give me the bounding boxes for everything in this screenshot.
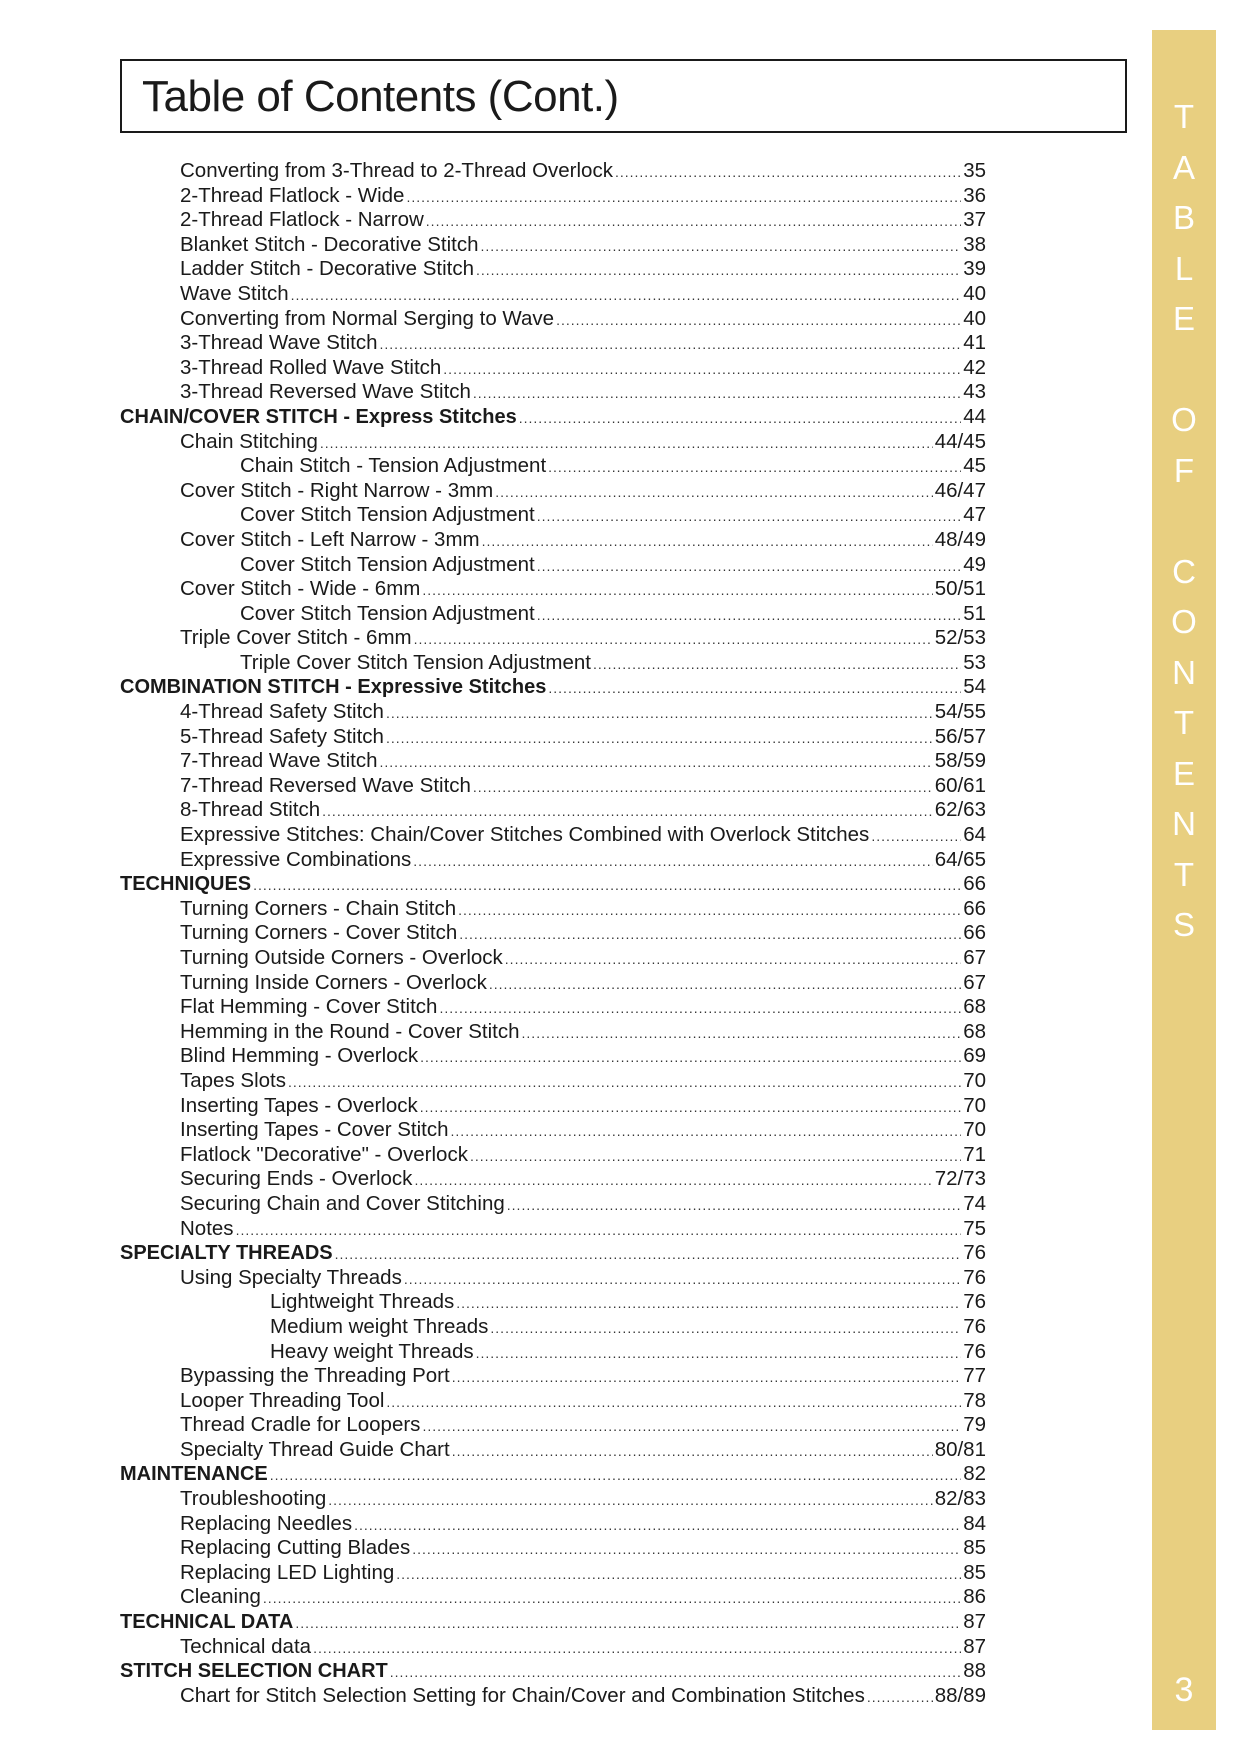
toc-entry [120, 1635, 986, 1660]
toc-entry [120, 651, 986, 676]
toc-entry-title: Triple Cover Stitch - 6mm [180, 626, 412, 650]
toc-entry-title: Wave Stitch [180, 281, 289, 305]
toc-entry-title: COMBINATION STITCH - Expressive Stitches [120, 676, 547, 699]
toc-entry-page: 68 [963, 995, 986, 1019]
toc-entry-page: 82/83 [934, 1487, 986, 1511]
toc-entry-page: 88/89 [934, 1683, 986, 1707]
toc-entry-title: Expressive Combinations [180, 847, 412, 871]
toc-entry-title: Thread Cradle for Loopers [180, 1413, 421, 1437]
toc-dot-leader [505, 947, 961, 971]
toc-entry-title: 7-Thread Reversed Wave Stitch [180, 773, 471, 797]
toc-entry-page: 41 [963, 331, 986, 355]
toc-dot-leader [548, 455, 961, 479]
page-title: Table of Contents (Cont.) [142, 72, 619, 121]
toc-dot-leader [390, 1660, 961, 1684]
toc-entry-page: 72/73 [934, 1167, 986, 1191]
toc-entry-page: 64 [963, 823, 986, 847]
toc-entry-page: 74 [963, 1191, 986, 1215]
toc-dot-leader [422, 1414, 961, 1438]
toc-dot-leader [313, 1636, 961, 1660]
toc-entry-title: Hemming in the Round - Cover Stitch [180, 1019, 520, 1043]
toc-dot-leader [470, 1144, 961, 1168]
toc-entry-page: 45 [963, 454, 986, 478]
toc-entry [120, 1094, 986, 1119]
toc-entry-title: Bypassing the Threading Port [180, 1364, 450, 1388]
toc-dot-leader [386, 701, 933, 725]
toc-dot-leader [288, 1070, 961, 1094]
toc-dot-leader [456, 1291, 961, 1315]
toc-entry-title: Chain Stitch - Tension Adjustment [240, 454, 547, 478]
toc-entry-page: 85 [963, 1536, 986, 1560]
section-tab-letter: T [1173, 704, 1195, 741]
toc-section-heading [120, 872, 986, 897]
toc-entry [120, 1020, 986, 1045]
toc-dot-leader [537, 504, 961, 528]
toc-entry-page: 42 [963, 355, 986, 379]
toc-entry [120, 1438, 986, 1463]
toc-entry-page: 85 [963, 1560, 986, 1584]
toc-entry [120, 208, 986, 233]
toc-entry [120, 380, 986, 405]
toc-entry-title: Turning Outside Corners - Overlock [180, 946, 503, 969]
toc-entry-title: MAINTENANCE [120, 1463, 268, 1486]
toc-entry-title: Notes [180, 1216, 234, 1240]
toc-entry-page: 44 [963, 404, 986, 428]
toc-dot-leader [335, 1242, 962, 1266]
toc-entry-page: 54 [963, 675, 986, 699]
toc-entry-page: 70 [963, 1068, 986, 1092]
toc-entry-title: Flatlock "Decorative" - Overlock [180, 1142, 468, 1166]
toc-dot-leader [426, 209, 961, 233]
toc-entry-page: 56/57 [934, 724, 986, 748]
toc-entry-title: 3-Thread Rolled Wave Stitch [180, 355, 442, 379]
toc-entry-page: 54/55 [934, 700, 986, 724]
toc-dot-leader [490, 1316, 961, 1340]
toc-dot-leader [422, 578, 932, 602]
toc-entry [120, 257, 986, 282]
toc-entry [120, 1143, 986, 1168]
toc-entry-page: 78 [963, 1388, 986, 1412]
section-tab-letter: N [1172, 805, 1196, 842]
toc-dot-leader [451, 1119, 962, 1143]
toc-entry-title: Turning Corners - Cover Stitch [180, 921, 458, 945]
toc-entry-title: Securing Ends - Overlock [180, 1167, 413, 1191]
toc-entry-title: 5-Thread Safety Stitch [180, 724, 384, 748]
toc-entry-title: Chain Stitching [180, 429, 318, 453]
toc-entry-title: CHAIN/COVER STITCH - Express Stitches [120, 405, 517, 428]
toc-entry-page: 88 [963, 1659, 986, 1683]
toc-dot-leader [413, 849, 932, 873]
toc-entry [120, 1044, 986, 1069]
toc-entry-page: 66 [963, 872, 986, 896]
toc-entry [120, 528, 986, 553]
toc-entry [120, 1118, 986, 1143]
toc-entry-title: Turning Inside Corners - Overlock [180, 970, 487, 994]
toc-entry-page: 67 [963, 970, 986, 994]
toc-dot-leader [459, 922, 961, 946]
toc-dot-leader [537, 603, 961, 627]
toc-entry-title: Converting from 3-Thread to 2-Thread Overlock [180, 159, 613, 182]
toc-entry [120, 577, 986, 602]
toc-entry [120, 454, 986, 479]
toc-entry-page: 79 [963, 1413, 986, 1437]
toc-entry-title: Specialty Thread Guide Chart [180, 1437, 450, 1461]
toc-section-heading [120, 675, 986, 700]
toc-dot-leader [354, 1513, 961, 1537]
toc-entry-title: Using Specialty Threads [180, 1265, 402, 1289]
toc-entry-page: 50/51 [934, 577, 986, 601]
section-tab-letter: A [1172, 148, 1195, 186]
toc-entry-page: 80/81 [934, 1437, 986, 1461]
section-tab-letter: L [1174, 249, 1194, 287]
toc-entry [120, 1364, 986, 1389]
toc-dot-leader [443, 357, 961, 381]
toc-entry-page: 68 [963, 1019, 986, 1043]
toc-entry-page: 69 [963, 1044, 986, 1068]
toc-entry-title: TECHNIQUES [120, 873, 252, 896]
section-tab-letter: S [1172, 906, 1195, 943]
toc-dot-leader [396, 1562, 961, 1586]
toc-entry-title: Expressive Stitches: Chain/Cover Stitches Combined with Overlock Stitches [180, 823, 870, 847]
toc-dot-leader [412, 1537, 961, 1561]
toc-entry-title: 2-Thread Flatlock - Narrow [180, 208, 424, 232]
toc-entry-title: Cleaning [180, 1585, 261, 1609]
toc-dot-leader [291, 283, 962, 307]
toc-entry-page: 87 [963, 1634, 986, 1658]
toc-entry-page: 40 [963, 281, 986, 305]
toc-entry [120, 848, 986, 873]
toc-entry-title: STITCH SELECTION CHART [120, 1660, 388, 1683]
toc-entry [120, 1192, 986, 1217]
toc-entry [120, 1512, 986, 1537]
toc-entry-page: 75 [963, 1216, 986, 1240]
toc-dot-leader [420, 1095, 961, 1119]
toc-entry [120, 307, 986, 332]
toc-entry-title: Lightweight Threads [270, 1290, 455, 1314]
toc-dot-leader [406, 185, 961, 209]
section-tab-letter: O [1171, 401, 1197, 438]
toc-entry-page: 67 [963, 946, 986, 969]
section-tab-letters [1152, 92, 1216, 951]
toc-entry-page: 51 [963, 601, 986, 625]
toc-entry [120, 1069, 986, 1094]
toc-entry-title: TECHNICAL DATA [120, 1611, 294, 1634]
toc-dot-leader [482, 529, 933, 553]
toc-entry-page: 38 [963, 232, 986, 256]
toc-entry [120, 626, 986, 651]
section-tab-letter: F [1173, 451, 1195, 489]
toc-dot-leader [414, 627, 933, 651]
toc-entry-title: Replacing Cutting Blades [180, 1536, 411, 1560]
toc-entry [120, 749, 986, 774]
toc-entry-page: 53 [963, 650, 986, 674]
toc-entry-title: 3-Thread Reversed Wave Stitch [180, 380, 471, 404]
toc-entry [120, 356, 986, 381]
toc-entry [120, 921, 986, 946]
toc-dot-leader [404, 1267, 961, 1291]
toc-entry-title: Cover Stitch Tension Adjustment [240, 552, 535, 576]
toc-entry-page: 70 [963, 1093, 986, 1117]
toc-entry-title: Replacing Needles [180, 1511, 353, 1535]
toc-section-heading [120, 1241, 986, 1266]
toc-entry-page: 76 [963, 1241, 986, 1265]
toc-section-heading [120, 1610, 986, 1635]
toc-dot-leader [507, 1193, 961, 1217]
toc-entry [120, 1290, 986, 1315]
toc-dot-leader [439, 996, 961, 1020]
toc-entry-title: Blind Hemming - Overlock [180, 1044, 419, 1068]
toc-dot-leader [556, 308, 961, 332]
toc-entry-title: Inserting Tapes - Overlock [180, 1093, 418, 1117]
toc-entry [120, 725, 986, 750]
toc-dot-leader [452, 1439, 933, 1463]
toc-entry [120, 774, 986, 799]
toc-entry [120, 1389, 986, 1414]
toc-entry [120, 602, 986, 627]
toc-dot-leader [548, 676, 961, 700]
toc-entry-page: 66 [963, 896, 986, 920]
toc-entry-page: 40 [963, 306, 986, 330]
toc-entry-title: Looper Threading Tool [180, 1388, 385, 1412]
section-tab-letter [1152, 496, 1216, 547]
toc-dot-leader [253, 873, 961, 897]
toc-dot-leader [522, 1021, 962, 1045]
toc-entry-page: 44/45 [934, 429, 986, 453]
toc-entry-page: 58/59 [934, 749, 986, 773]
toc-entry-title: Technical data [180, 1634, 312, 1658]
section-tab-letter: T [1173, 98, 1195, 135]
toc-entry-title: Blanket Stitch - Decorative Stitch [180, 232, 479, 256]
toc-dot-leader [322, 799, 933, 823]
toc-entry [120, 282, 986, 307]
toc-entry-page: 48/49 [934, 527, 986, 551]
toc-entry-page: 76 [963, 1339, 986, 1363]
toc-entry [120, 1561, 986, 1586]
toc-entry [120, 823, 986, 848]
toc-entry-page: 76 [963, 1265, 986, 1289]
toc-dot-leader [236, 1218, 962, 1242]
section-tab-letter: B [1172, 199, 1195, 236]
toc-entry [120, 331, 986, 356]
toc-entry [120, 233, 986, 258]
title-box [120, 59, 1127, 133]
toc-dot-leader [473, 381, 961, 405]
toc-entry-title: Flat Hemming - Cover Stitch [180, 995, 438, 1019]
toc-entry-title: 4-Thread Safety Stitch [180, 700, 384, 724]
page-number: 3 [1174, 1671, 1194, 1709]
toc-entry-page: 47 [963, 503, 986, 527]
toc-entry [120, 1266, 986, 1291]
toc-dot-leader [473, 775, 933, 799]
toc-dot-leader [328, 1488, 932, 1512]
toc-entry [120, 479, 986, 504]
toc-entry [120, 159, 986, 184]
toc-entry [120, 1487, 986, 1512]
toc-dot-leader [593, 652, 961, 676]
toc-entry [120, 1315, 986, 1340]
toc-dot-leader [270, 1463, 961, 1487]
toc-entry [120, 1167, 986, 1192]
toc-entry [120, 184, 986, 209]
toc-entry-page: 86 [963, 1585, 986, 1609]
toc-entry-title: 7-Thread Wave Stitch [180, 749, 378, 773]
toc-entry [120, 971, 986, 996]
toc-entry-title: Cover Stitch - Wide - 6mm [180, 577, 421, 601]
toc-section-heading [120, 405, 986, 430]
toc-entry-page: 39 [963, 257, 986, 281]
toc-entry-title: 3-Thread Wave Stitch [180, 331, 378, 355]
toc-entry-page: 62/63 [934, 798, 986, 822]
toc-entry [120, 1217, 986, 1242]
toc-dot-leader [263, 1586, 961, 1610]
toc-entry-page: 66 [963, 921, 986, 945]
toc-dot-leader [476, 258, 961, 282]
toc-entry [120, 995, 986, 1020]
toc-entry-title: Cover Stitch Tension Adjustment [240, 503, 535, 527]
toc-entry-page: 35 [963, 159, 986, 182]
toc-section-heading [120, 1659, 986, 1684]
section-tab-letter: E [1172, 300, 1195, 337]
toc-dot-leader [379, 750, 932, 774]
toc-entry-title: Medium weight Threads [270, 1314, 489, 1338]
toc-entry [120, 897, 986, 922]
section-tab-letter: C [1172, 552, 1196, 590]
toc-entry-title: Cover Stitch - Right Narrow - 3mm [180, 478, 494, 502]
toc-entry-title: SPECIALTY THREADS [120, 1242, 333, 1265]
toc-entry-title: Cover Stitch Tension Adjustment [240, 601, 535, 625]
table-of-contents-list [120, 159, 986, 1708]
toc-entry-title: Cover Stitch - Left Narrow - 3mm [180, 527, 480, 551]
toc-entry-title: Tapes Slots [180, 1068, 286, 1092]
toc-dot-leader [386, 726, 933, 750]
section-tab-letter: E [1172, 754, 1195, 792]
toc-entry [120, 553, 986, 578]
toc-entry-page: 77 [963, 1364, 986, 1388]
toc-dot-leader [519, 406, 961, 430]
toc-dot-leader [537, 554, 961, 578]
toc-dot-leader [386, 1390, 961, 1414]
toc-entry [120, 1536, 986, 1561]
toc-entry-page: 36 [963, 183, 986, 207]
section-tab-letter: T [1173, 855, 1195, 893]
toc-entry-page: 87 [963, 1610, 986, 1634]
toc-entry [120, 700, 986, 725]
toc-entry-title: Triple Cover Stitch Tension Adjustment [240, 650, 591, 674]
toc-dot-leader [615, 160, 961, 184]
toc-dot-leader [420, 1045, 961, 1069]
toc-entry-page: 52/53 [934, 626, 986, 650]
toc-entry-page: 60/61 [934, 773, 986, 797]
toc-dot-leader [295, 1611, 961, 1635]
toc-entry [120, 1413, 986, 1438]
toc-entry-title: Troubleshooting [180, 1487, 327, 1511]
section-tab-letter: N [1172, 653, 1196, 691]
toc-section-heading [120, 1462, 986, 1487]
toc-entry-title: Replacing LED Lighting [180, 1560, 395, 1584]
toc-entry-title: Chart for Stitch Selection Setting for Chain/Cover and Combination Stitches [180, 1683, 865, 1707]
toc-entry [120, 430, 986, 455]
section-tab-letter: O [1171, 603, 1197, 640]
toc-dot-leader [414, 1168, 932, 1192]
toc-entry-page: 37 [963, 208, 986, 232]
toc-entry-page: 64/65 [934, 847, 986, 871]
toc-entry-title: Ladder Stitch - Decorative Stitch [180, 257, 474, 281]
toc-entry-page: 84 [963, 1511, 986, 1535]
toc-dot-leader [320, 431, 933, 455]
toc-entry-title: Inserting Tapes - Cover Stitch [180, 1118, 449, 1142]
toc-dot-leader [379, 332, 961, 356]
toc-entry-title: Securing Chain and Cover Stitching [180, 1191, 505, 1215]
toc-entry-title: Converting from Normal Serging to Wave [180, 306, 555, 330]
toc-entry-page: 71 [963, 1142, 986, 1166]
toc-entry-page: 49 [963, 552, 986, 576]
toc-dot-leader [867, 1685, 933, 1709]
toc-entry-title: Turning Corners - Chain Stitch [180, 896, 457, 920]
toc-entry-page: 46/47 [934, 478, 986, 502]
toc-dot-leader [452, 1365, 961, 1389]
toc-entry-page: 76 [963, 1314, 986, 1338]
toc-dot-leader [458, 898, 961, 922]
toc-dot-leader [476, 1341, 962, 1365]
toc-entry-page: 43 [963, 380, 986, 404]
toc-dot-leader [489, 972, 961, 996]
toc-dot-leader [495, 480, 932, 504]
toc-entry [120, 1585, 986, 1610]
toc-entry [120, 1684, 986, 1709]
toc-entry-page: 82 [963, 1462, 986, 1486]
section-tab-letter [1152, 345, 1216, 396]
toc-entry-title: 8-Thread Stitch [180, 798, 321, 822]
toc-entry-page: 76 [963, 1290, 986, 1314]
section-tab-sidebar [1152, 30, 1216, 1730]
toc-entry [120, 503, 986, 528]
toc-dot-leader [481, 234, 962, 258]
toc-entry [120, 946, 986, 971]
toc-entry [120, 798, 986, 823]
toc-entry [120, 1340, 986, 1365]
toc-entry-title: Heavy weight Threads [270, 1339, 474, 1363]
toc-dot-leader [871, 824, 961, 848]
toc-entry-page: 70 [963, 1118, 986, 1142]
toc-entry-title: 2-Thread Flatlock - Wide [180, 183, 405, 207]
